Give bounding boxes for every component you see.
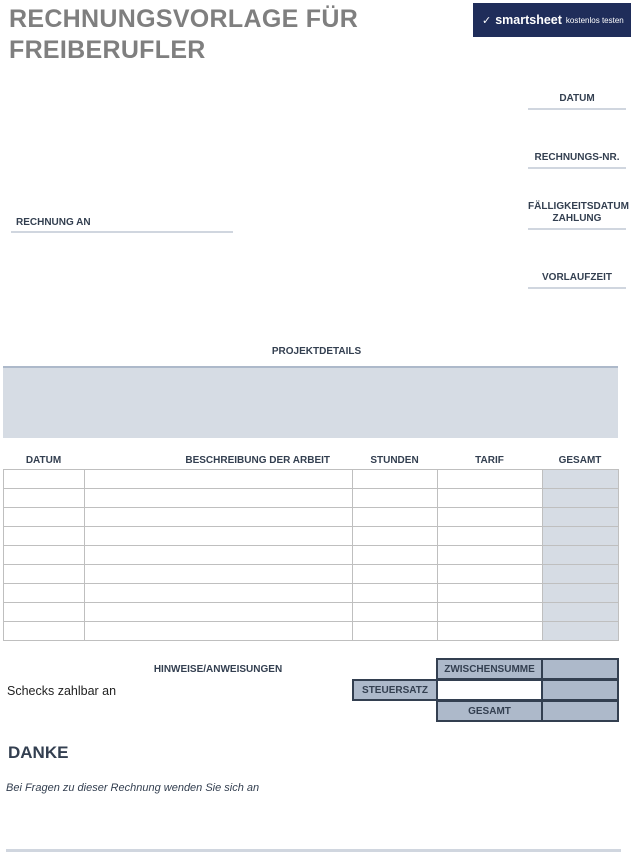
due-date-line-1: FÄLLIGKEITSDATUM [528, 201, 629, 212]
hours-cell[interactable] [353, 470, 438, 489]
rate-cell[interactable] [438, 546, 543, 565]
contact-field[interactable] [6, 849, 621, 852]
date-cell[interactable] [4, 489, 85, 508]
project-details-label: PROJEKTDETAILS [271, 346, 362, 357]
smartsheet-logo[interactable] [473, 3, 631, 37]
total-cell[interactable] [543, 470, 619, 489]
logo-cta: kostenlos testen [565, 15, 624, 25]
tax-rate-label: STEUERSATZ [352, 679, 438, 701]
date-cell[interactable] [4, 508, 85, 527]
table-row [4, 584, 619, 603]
due-date-field[interactable] [528, 228, 626, 230]
date-cell[interactable] [4, 527, 85, 546]
total-cell[interactable] [543, 603, 619, 622]
tax-rate-input[interactable] [436, 679, 543, 701]
title-line-2: FREIBERUFLER [9, 36, 206, 64]
rate-cell[interactable] [438, 470, 543, 489]
table-row [4, 546, 619, 565]
thanks-heading: DANKE [8, 743, 69, 762]
col-description-header: BESCHREIBUNG DER ARBEIT [185, 455, 330, 466]
invoice-number-label: RECHNUNGS-NR. [534, 152, 620, 163]
date-cell[interactable] [4, 470, 85, 489]
description-cell[interactable] [85, 470, 353, 489]
line-items-table [3, 469, 619, 641]
due-date-label [528, 201, 629, 225]
hours-cell[interactable] [353, 527, 438, 546]
table-row [4, 508, 619, 527]
table-row [4, 489, 619, 508]
due-date-line-2: ZAHLUNG [552, 213, 602, 224]
notes-label: HINWEISE/ANWEISUNGEN [153, 664, 283, 675]
table-row [4, 603, 619, 622]
date-field[interactable] [528, 108, 626, 110]
subtotal-label: ZWISCHENSUMME [436, 658, 543, 680]
total-cell[interactable] [543, 622, 619, 641]
date-cell[interactable] [4, 546, 85, 565]
total-value[interactable] [541, 700, 619, 722]
bill-to-label: RECHNUNG AN [16, 217, 91, 228]
total-cell[interactable] [543, 546, 619, 565]
title-line-1: RECHNUNGSVORLAGE FÜR [9, 5, 359, 33]
rate-cell[interactable] [438, 565, 543, 584]
table-row [4, 527, 619, 546]
lead-time-label: VORLAUFZEIT [542, 272, 612, 283]
project-details-field[interactable] [3, 366, 618, 438]
description-cell[interactable] [85, 527, 353, 546]
hours-cell[interactable] [353, 603, 438, 622]
col-hours-header: STUNDEN [370, 455, 419, 466]
hours-cell[interactable] [353, 489, 438, 508]
description-cell[interactable] [85, 584, 353, 603]
rate-cell[interactable] [438, 603, 543, 622]
hours-cell[interactable] [353, 622, 438, 641]
total-cell[interactable] [543, 584, 619, 603]
check-icon: ✓ [482, 14, 492, 27]
total-cell[interactable] [543, 508, 619, 527]
table-row [4, 470, 619, 489]
bill-to-field[interactable] [11, 231, 233, 233]
hours-cell[interactable] [353, 565, 438, 584]
tax-amount-value[interactable] [541, 679, 619, 701]
table-row [4, 622, 619, 641]
date-label: DATUM [559, 93, 595, 104]
page-title [9, 4, 358, 66]
col-total-header: GESAMT [558, 455, 602, 466]
total-cell[interactable] [543, 527, 619, 546]
hours-cell[interactable] [353, 584, 438, 603]
description-cell[interactable] [85, 546, 353, 565]
total-cell[interactable] [543, 489, 619, 508]
date-cell[interactable] [4, 622, 85, 641]
description-cell[interactable] [85, 565, 353, 584]
rate-cell[interactable] [438, 584, 543, 603]
rate-cell[interactable] [438, 508, 543, 527]
invoice-number-field[interactable] [528, 167, 626, 169]
description-cell[interactable] [85, 622, 353, 641]
table-row [4, 565, 619, 584]
hours-cell[interactable] [353, 508, 438, 527]
col-rate-header: TARIF [475, 455, 504, 466]
lead-time-field[interactable] [528, 287, 626, 289]
checks-payable-text: Schecks zahlbar an [7, 684, 117, 698]
rate-cell[interactable] [438, 527, 543, 546]
description-cell[interactable] [85, 489, 353, 508]
logo-brand: smartsheet [495, 13, 562, 27]
hours-cell[interactable] [353, 546, 438, 565]
date-cell[interactable] [4, 565, 85, 584]
total-cell[interactable] [543, 565, 619, 584]
subtotal-value[interactable] [541, 658, 619, 680]
contact-text: Bei Fragen zu dieser Rechnung wenden Sie sich an [6, 782, 260, 794]
rate-cell[interactable] [438, 489, 543, 508]
description-cell[interactable] [85, 603, 353, 622]
description-cell[interactable] [85, 508, 353, 527]
col-date-header: DATUM [25, 455, 62, 466]
rate-cell[interactable] [438, 622, 543, 641]
date-cell[interactable] [4, 584, 85, 603]
total-label: GESAMT [436, 700, 543, 722]
date-cell[interactable] [4, 603, 85, 622]
